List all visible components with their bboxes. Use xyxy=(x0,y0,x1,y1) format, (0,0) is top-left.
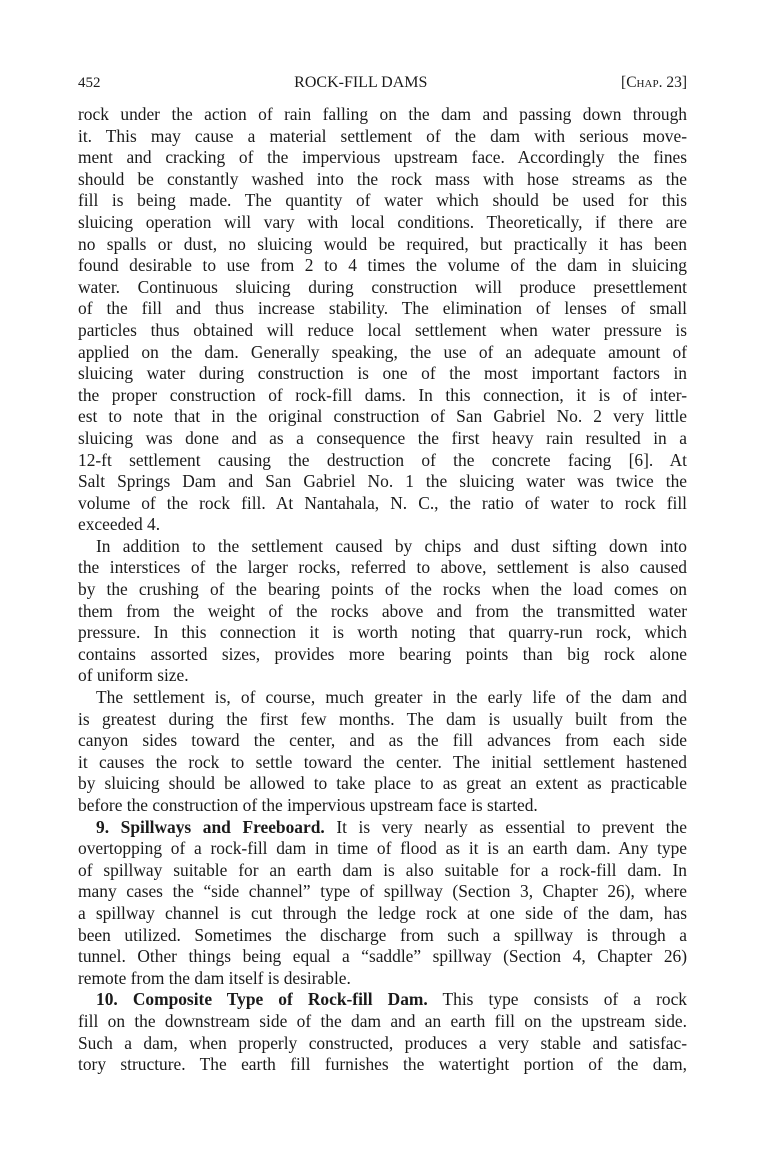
text-line: of spillway suitable for an earth dam is also suitable for a rock-fill dam. In xyxy=(78,859,687,880)
section-first-line xyxy=(78,989,687,1011)
section-first-line xyxy=(78,817,687,839)
text-line: tunnel. Other things being equal a “saddle” spillway (Section 4, Chapter 26) xyxy=(78,946,687,967)
running-head xyxy=(78,74,687,100)
text-line: of uniform size. xyxy=(78,665,189,686)
text-line: particles thus obtained will reduce local settlement when water pressure is xyxy=(78,319,687,340)
text-line: canyon sides toward the center, and as the fill advances from each side xyxy=(78,730,687,751)
section-heading-rest: This type consists of a rock xyxy=(427,989,688,1010)
text-line: pressure. In this connection it is worth noting that quarry-run rock, which xyxy=(78,622,687,643)
text-line: overtopping of a rock-fill dam in time of flood as it is an earth dam. Any type xyxy=(78,838,687,859)
text-line: many cases the “side channel” type of spillway (Section 3, Chapter 26), where xyxy=(78,881,687,902)
text-line: fill is being made. The quantity of water which should be used for this xyxy=(78,190,687,211)
chapter-number: 23] xyxy=(662,74,687,91)
text-line: applied on the dam. Generally speaking, the use of an adequate amount of xyxy=(78,341,687,362)
text-line: before the construction of the impervious upstream face is started. xyxy=(78,795,538,815)
chapter-word: Chap. xyxy=(626,74,663,91)
text-line: should be constantly washed into the rock mass with hose streams as the xyxy=(78,168,687,189)
text-line: sluicing water during construction is one of the most important factors in xyxy=(78,363,687,384)
text-line: the interstices of the larger rocks, referred to above, settlement is also caused xyxy=(78,557,687,578)
paragraph-p3 xyxy=(78,687,687,817)
text-line: sluicing was done and as a consequence the first heavy rain resulted in a xyxy=(78,427,687,448)
text-line: it causes the rock to settle toward the center. The initial settlement hastened xyxy=(78,751,687,772)
text-line: by sluicing should be allowed to take place to as great an extent as practicable xyxy=(78,773,687,794)
text-line: been utilized. Sometimes the discharge from such a spillway is through a xyxy=(78,924,687,945)
text-line: a spillway channel is cut through the ledge rock at one side of the dam, has xyxy=(78,902,687,923)
text-line: remote from the dam itself is desirable. xyxy=(78,967,351,988)
section-heading: 9. Spillways and Freeboard. xyxy=(96,816,325,837)
text-line: Salt Springs Dam and San Gabriel No. 1 the sluicing water was twice the xyxy=(78,471,687,492)
text-line: fill on the downstream side of the dam and an earth fill on the upstream side. xyxy=(78,1010,687,1031)
text-line: the proper construction of rock-fill dams. In this connection, it is of inter- xyxy=(78,384,687,405)
text-line: The settlement is, of course, much greater in the early life of the dam and xyxy=(96,687,687,708)
text-line: of the fill and thus increase stability. The elimination of lenses of small xyxy=(78,298,687,319)
text-line: rock under the action of rain falling on the dam and passing down through xyxy=(78,104,687,124)
text-line: sluicing operation will vary with local conditions. Theoretically, if there are xyxy=(78,211,687,232)
text-line: Such a dam, when properly constructed, produces a very stable and satisfac- xyxy=(78,1032,687,1053)
section-s9 xyxy=(78,817,687,990)
text-line: volume of the rock fill. At Nantahala, N. C., the ratio of water to rock fill xyxy=(78,492,687,513)
text-line: is greatest during the first few months. The dam is usually built from the xyxy=(78,708,687,729)
section-heading: 10. Composite Type of Rock-fill Dam. xyxy=(96,989,428,1010)
text-line: tory structure. The earth fill furnishes the watertight portion of the dam, xyxy=(78,1054,687,1075)
text-line: contains assorted sizes, provides more bearing points than big rock alone xyxy=(78,643,687,664)
text-line: 12-ft settlement causing the destruction of the concrete facing [6]. At xyxy=(78,449,687,470)
paragraph-p2 xyxy=(78,536,687,687)
text-line: it. This may cause a material settlement of the dam with serious move- xyxy=(78,125,687,146)
text-line: by the crushing of the bearing points of the rocks when the load comes on xyxy=(78,579,687,600)
text-line: them from the weight of the rocks above and from the transmitted water xyxy=(78,600,687,621)
text-line: est to note that in the original construction of San Gabriel No. 2 very little xyxy=(78,406,687,427)
text-line: In addition to the settlement caused by chips and dust sifting down into xyxy=(96,535,687,556)
text-line: exceeded 4. xyxy=(78,514,161,535)
chapter-label xyxy=(621,74,687,92)
book-page xyxy=(78,74,687,1076)
paragraph-p1 xyxy=(78,104,687,536)
page-number: 452 xyxy=(78,75,101,91)
text-line: ment and cracking of the impervious upstream face. Accordingly the fines xyxy=(78,147,687,168)
body-text xyxy=(78,104,687,1076)
running-title: ROCK-FILL DAMS xyxy=(294,74,428,91)
text-line: water. Continuous sluicing during construction will produce presettlement xyxy=(78,276,687,297)
section-s10 xyxy=(78,989,687,1075)
text-line: no spalls or dust, no sluicing would be required, but practically it has been xyxy=(78,233,687,254)
text-line: found desirable to use from 2 to 4 times the volume of the dam in sluicing xyxy=(78,255,687,276)
chapter-bracket: [ xyxy=(621,74,627,91)
section-heading-rest: It is very nearly as essential to prevent the xyxy=(324,816,687,837)
